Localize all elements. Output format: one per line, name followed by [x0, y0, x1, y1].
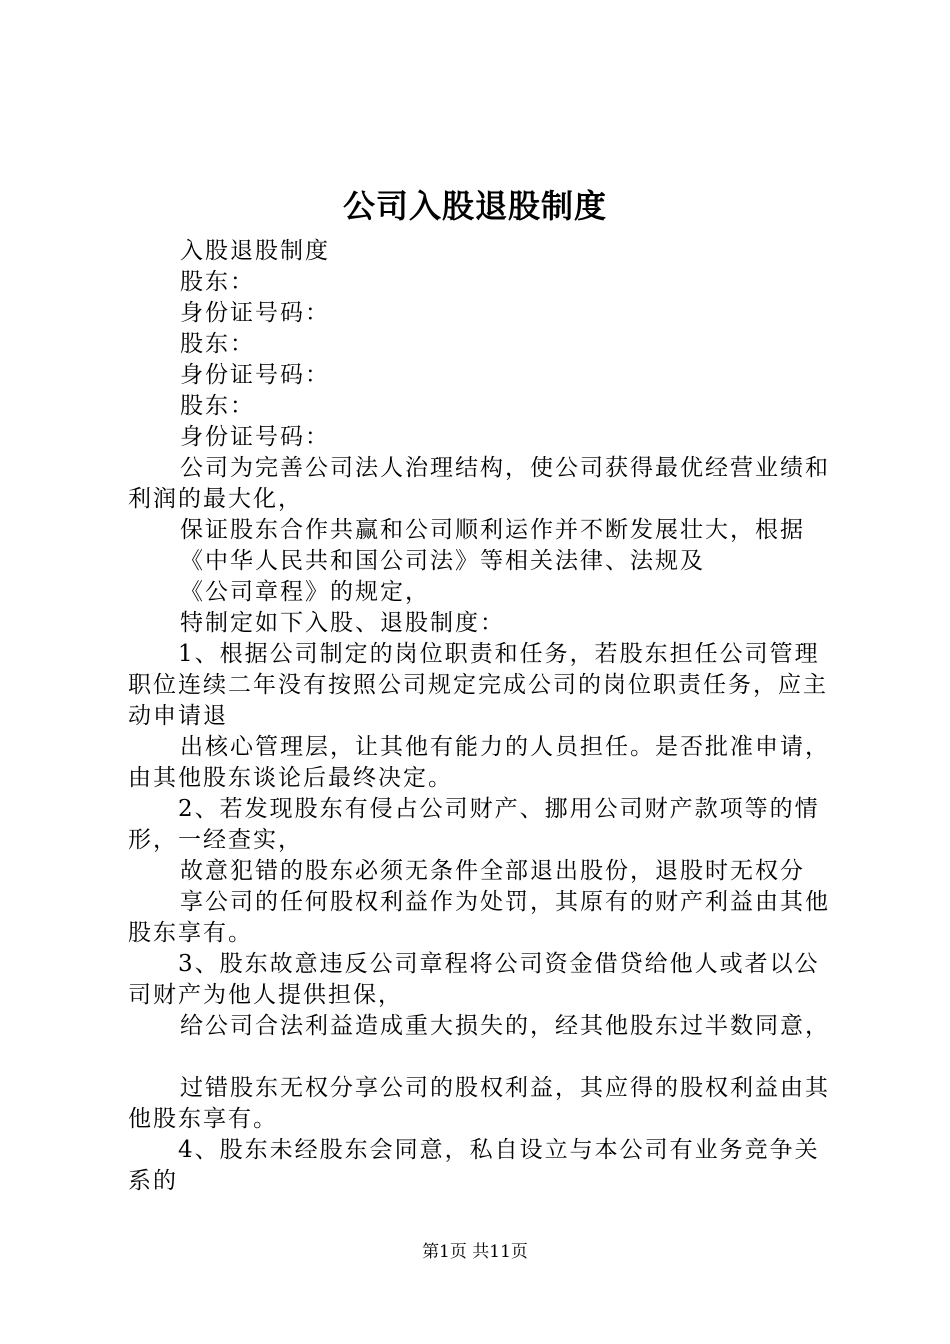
paragraph: 公司为完善公司法人治理结构，使公司获得最优经营业绩和利润的最大化， [128, 455, 830, 512]
paragraph: 1、根据公司制定的岗位职责和任务，若股东担任公司管理职位连续二年没有按照公司规定完成公司的岗位职责任务，应主动申请退 [128, 641, 828, 729]
paragraph: 股东： [180, 269, 255, 295]
paragraph: 保证股东合作共赢和公司顺利运作并不断发展壮大，根据 [180, 517, 805, 543]
paragraph: 身份证号码： [180, 362, 330, 388]
document-title: 公司入股退股制度 [342, 187, 607, 225]
paragraph: 享公司的任何股权利益作为处罚，其原有的财产利益由其他股东享有。 [128, 889, 830, 946]
paragraph: 《公司章程》的规定， [180, 579, 430, 605]
document-body [128, 236, 840, 1197]
paragraph: 4、股东未经股东会同意，私自设立与本公司有业务竞争关系的 [128, 1137, 820, 1194]
paragraph: 身份证号码： [180, 300, 330, 326]
paragraph: 3、股东故意违反公司章程将公司资金借贷给他人或者以公司财产为他人提供担保， [128, 951, 820, 1008]
paragraph: 《中华人民共和国公司法》等相关法律、法规及 [180, 548, 705, 574]
paragraph: 特制定如下入股、退股制度： [180, 610, 505, 636]
paragraph: 出核心管理层，让其他有能力的人员担任。是否批准申请，由其他股东谈论后最终决定。 [128, 734, 830, 791]
paragraph: 2、若发现股东有侵占公司财产、挪用公司财产款项等的情形，一经查实， [128, 796, 820, 853]
paragraph: 过错股东无权分享公司的股权利益，其应得的股权利益由其他股东享有。 [128, 1075, 830, 1132]
paragraph: 故意犯错的股东必须无条件全部退出股份，退股时无权分 [180, 858, 805, 884]
paragraph: 股东： [180, 331, 255, 357]
paragraph: 入股退股制度 [180, 238, 330, 264]
paragraph: 身份证号码： [180, 424, 330, 450]
paragraph: 股东： [180, 393, 255, 419]
page-number-footer: 第1页 共11页 [422, 1242, 528, 1262]
paragraph: 给公司合法利益造成重大损失的，经其他股东过半数同意， [180, 1013, 830, 1039]
